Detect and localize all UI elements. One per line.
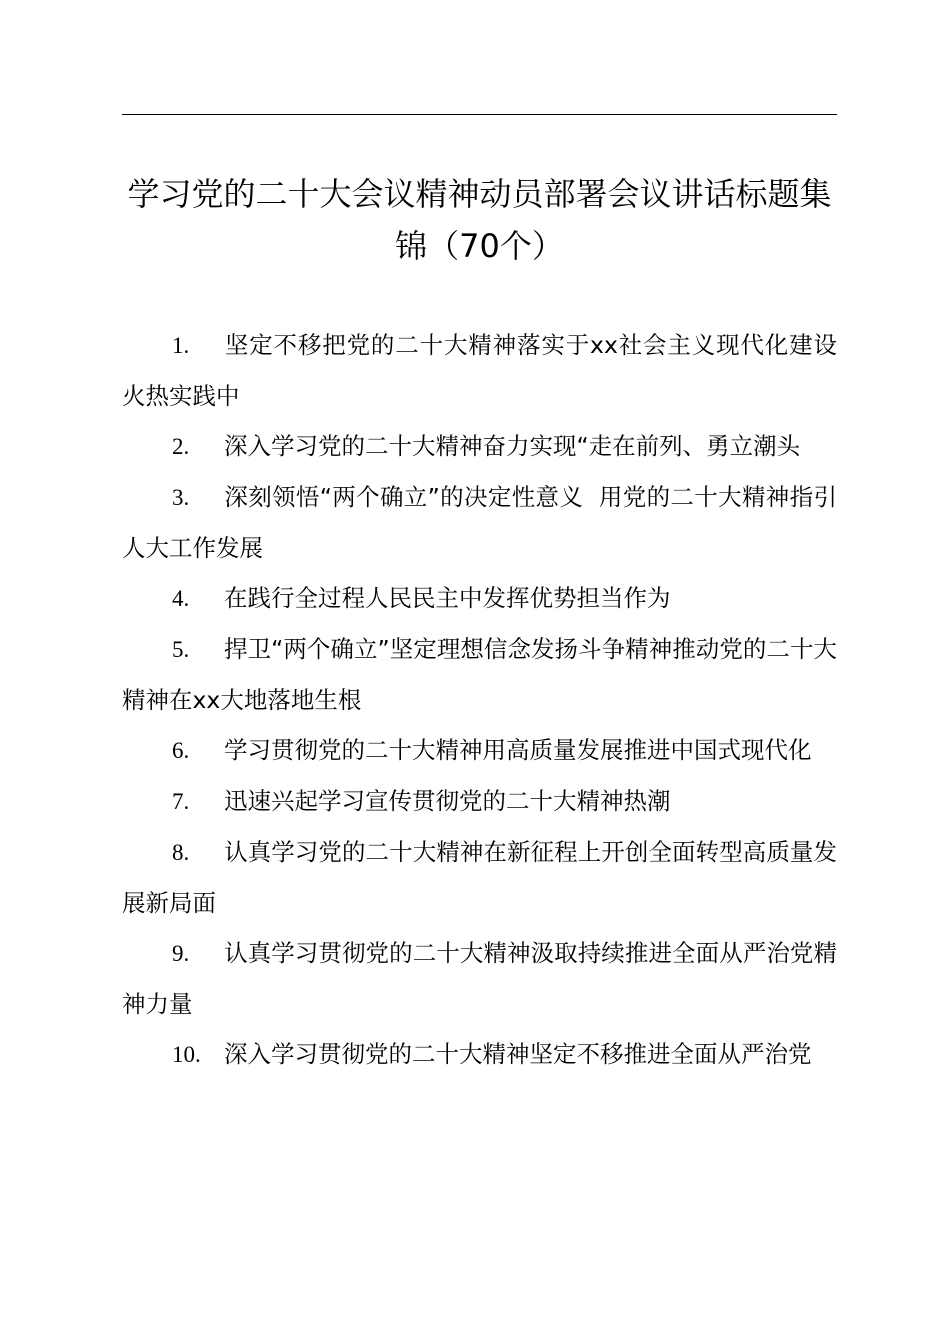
- item-text: 深刻领悟“两个确立”的决定性意义 用党的二十大精神指引人大工作发展: [122, 483, 837, 562]
- document-title: 学习党的二十大会议精神动员部署会议讲话标题集锦（70个）: [127, 175, 832, 265]
- item-number: 9.: [172, 941, 190, 966]
- item-number: 2.: [172, 434, 190, 459]
- item-number: 3.: [172, 485, 190, 510]
- item-number: 5.: [172, 637, 190, 662]
- item-number: 6.: [172, 738, 190, 763]
- list-item: [122, 725, 837, 776]
- item-text: 深入学习党的二十大精神奋力实现“走在前列、勇立潮头: [224, 432, 801, 460]
- item-text: 认真学习党的二十大精神在新征程上开创全面转型高质量发展新局面: [122, 838, 837, 917]
- item-number: 4.: [172, 586, 190, 611]
- list-item: [122, 320, 837, 421]
- item-text: 迅速兴起学习宣传贯彻党的二十大精神热潮: [224, 787, 671, 815]
- list-item: [122, 928, 837, 1029]
- list-item: [122, 421, 837, 472]
- list-item: [122, 573, 837, 624]
- item-number: 1.: [172, 333, 190, 358]
- header-rule: [122, 114, 837, 115]
- item-text: 捍卫“两个确立”坚定理想信念发扬斗争精神推动党的二十大精神在xx大地落地生根: [122, 635, 837, 714]
- title-list: [122, 320, 837, 1080]
- item-text: 学习贯彻党的二十大精神用高质量发展推进中国式现代化: [224, 736, 812, 764]
- list-item: [122, 776, 837, 827]
- item-number: 10.: [172, 1042, 201, 1067]
- item-text: 坚定不移把党的二十大精神落实于xx社会主义现代化建设火热实践中: [122, 331, 837, 410]
- list-item: [122, 827, 837, 928]
- item-number: 7.: [172, 789, 190, 814]
- item-text: 深入学习贯彻党的二十大精神坚定不移推进全面从严治党: [224, 1040, 812, 1068]
- list-item: [122, 624, 837, 725]
- item-text: 在践行全过程人民民主中发挥优势担当作为: [224, 584, 671, 612]
- list-item: [122, 472, 837, 573]
- item-text: 认真学习贯彻党的二十大精神汲取持续推进全面从严治党精神力量: [122, 939, 837, 1018]
- list-item: [122, 1029, 837, 1080]
- item-number: 8.: [172, 840, 190, 865]
